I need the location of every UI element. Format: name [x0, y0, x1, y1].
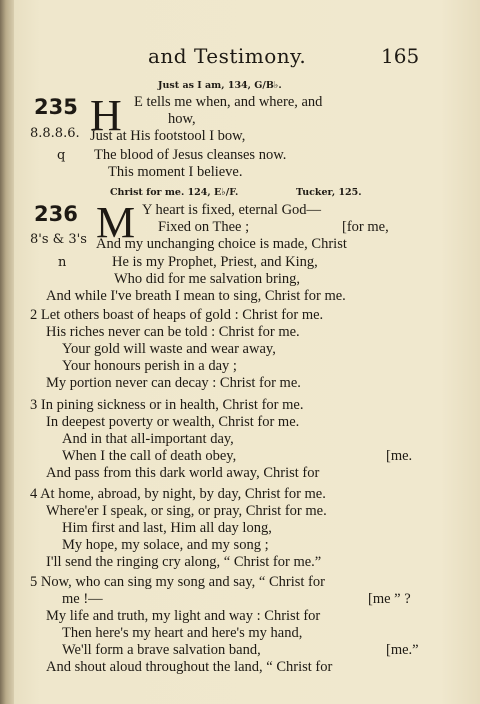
verse-line: And while I've breath I mean to sing, Christ for me.: [46, 288, 346, 304]
hymn-number-236: 236: [34, 202, 78, 226]
drop-cap-235: H: [90, 91, 122, 140]
verse-line: how,: [168, 111, 196, 127]
verse-line: Who did for me salvation bring,: [114, 271, 301, 287]
verse-line: 5 Now, who can sing my song and say, “ Christ for: [30, 574, 325, 590]
page-number: 165: [381, 44, 420, 68]
verse-line-continuation: [me ” ?: [368, 591, 411, 607]
hymn-number-235: 235: [34, 95, 78, 119]
verse-line: Him first and last, Him all day long,: [62, 520, 272, 536]
verse-line-continuation: [me.: [386, 448, 413, 464]
verse-line: My life and truth, my light and way : Christ for: [46, 608, 321, 624]
verse-line: The blood of Jesus cleanses now.: [94, 147, 287, 163]
verse-line: This moment I believe.: [108, 164, 243, 180]
verse-line: Then here's my heart and here's my hand,: [62, 625, 303, 641]
verse-line: And pass from this dark world away, Christ for: [46, 465, 320, 481]
drop-cap-236: M: [96, 198, 136, 247]
verse-line: Your gold will waste and wear away,: [62, 341, 276, 357]
hymn-key-235: q: [57, 148, 66, 163]
hymn-meter-236: 8's & 3's: [30, 232, 87, 247]
verse-line: E tells me when, and where, and: [134, 94, 323, 110]
tune-line-236: Christ for me. 124, E♭/F.: [110, 187, 239, 198]
verse-line: And in that all-important day,: [62, 431, 234, 447]
verse-line: Just at His footstool I bow,: [90, 128, 246, 144]
verse-line: My hope, my solace, and my song ;: [62, 537, 269, 553]
verse-line: Y heart is fixed, eternal God—: [142, 202, 322, 218]
book-spine-shadow: [0, 0, 14, 704]
hymn-meter-235: 8.8.8.6.: [30, 126, 80, 141]
verse-line: And shout aloud throughout the land, “ Christ for: [46, 659, 333, 675]
verse-line: He is my Prophet, Priest, and King,: [112, 254, 318, 270]
verse-line: I'll send the ringing cry along, “ Christ for me.”: [46, 554, 322, 570]
verse-line: Where'er I speak, or sing, or pray, Christ for me.: [46, 503, 327, 519]
verse-line: 2 Let others boast of heaps of gold : Christ for me.: [30, 307, 324, 323]
hymn-key-236: n: [58, 255, 67, 270]
verse-line: And my unchanging choice is made, Christ: [96, 236, 347, 252]
page-title: and Testimony.: [148, 44, 307, 68]
tune-line-235: Just as I am, 134, G/B♭.: [158, 80, 282, 91]
verse-line: 4 At home, abroad, by night, by day, Christ for me.: [30, 486, 326, 502]
verse-line: me !—: [62, 591, 103, 607]
verse-line: 3 In pining sickness or in health, Christ for me.: [30, 397, 304, 413]
verse-line: When I the call of death obey,: [62, 448, 237, 464]
verse-line: Your honours perish in a day ;: [62, 358, 237, 374]
verse-line: His riches never can be told : Christ for me.: [46, 324, 300, 340]
verse-line: In deepest poverty or wealth, Christ for me.: [46, 414, 300, 430]
tune-attribution-236: Tucker, 125.: [296, 187, 362, 198]
verse-line: We'll form a brave salvation band,: [62, 642, 261, 658]
verse-line: Fixed on Thee ;: [158, 219, 250, 235]
verse-line-continuation: [me.”: [386, 642, 419, 658]
verse-line: My portion never can decay : Christ for me.: [46, 375, 301, 391]
verse-line-continuation: [for me,: [342, 219, 389, 235]
